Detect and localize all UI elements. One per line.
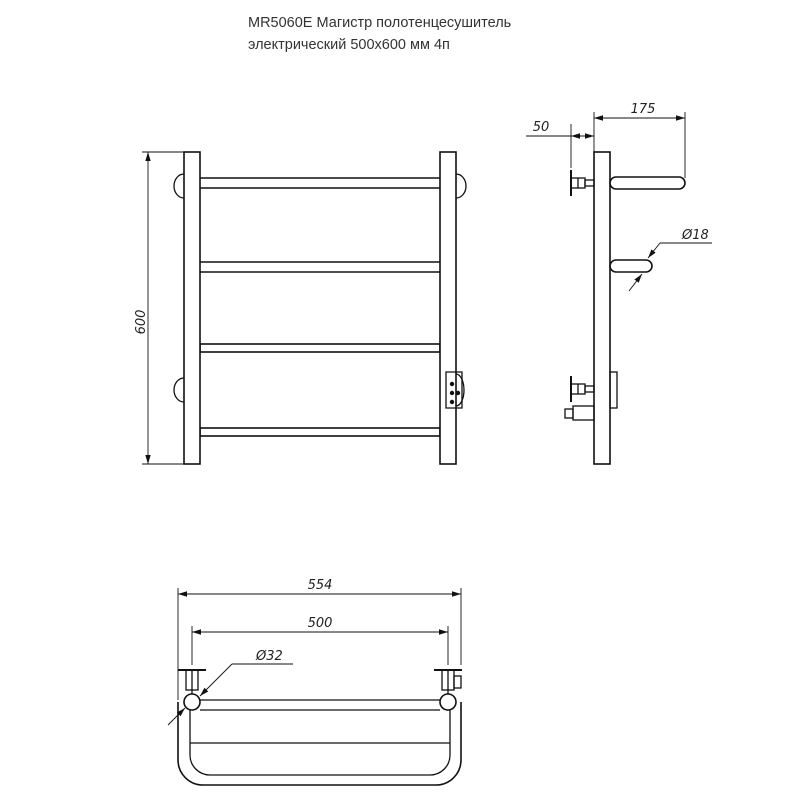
rung-1	[190, 178, 452, 188]
dimension-overall-width-label: 554	[307, 578, 333, 593]
title-line-2: электрический 500х600 мм 4п	[248, 37, 450, 53]
right-post	[440, 152, 456, 464]
dimension-depth-label: 175	[630, 102, 656, 117]
dimension-axis-width	[192, 616, 448, 665]
front-view	[134, 152, 466, 464]
dimension-offset-label: 50	[532, 120, 550, 135]
dimension-bar-diameter-label: Ø18	[682, 228, 709, 243]
dimension-height	[134, 152, 184, 464]
dimension-height-label: 600	[134, 309, 149, 335]
wall-bracket-bottom-left	[174, 378, 184, 402]
side-bar-middle	[610, 260, 652, 272]
rung-2	[190, 262, 452, 272]
dimension-offset	[526, 120, 594, 168]
side-post	[594, 152, 610, 464]
dimension-axis-width-label: 500	[307, 616, 333, 631]
rung-3	[200, 344, 440, 352]
rung-4	[200, 428, 440, 436]
top-view	[168, 578, 462, 785]
dimension-overall-width	[178, 578, 461, 700]
title-line-1: MR5060E Магистр полотенцесушитель	[248, 15, 512, 31]
side-view	[526, 102, 712, 464]
side-wall-mount-top	[571, 170, 594, 196]
dimension-post-diameter-label: Ø32	[256, 649, 283, 664]
wall-bracket-top-left	[174, 174, 184, 198]
side-bar-top	[610, 177, 685, 189]
left-post	[184, 152, 200, 464]
wall-bracket-top-right	[456, 174, 466, 198]
side-wall-mount-bottom	[571, 376, 594, 402]
